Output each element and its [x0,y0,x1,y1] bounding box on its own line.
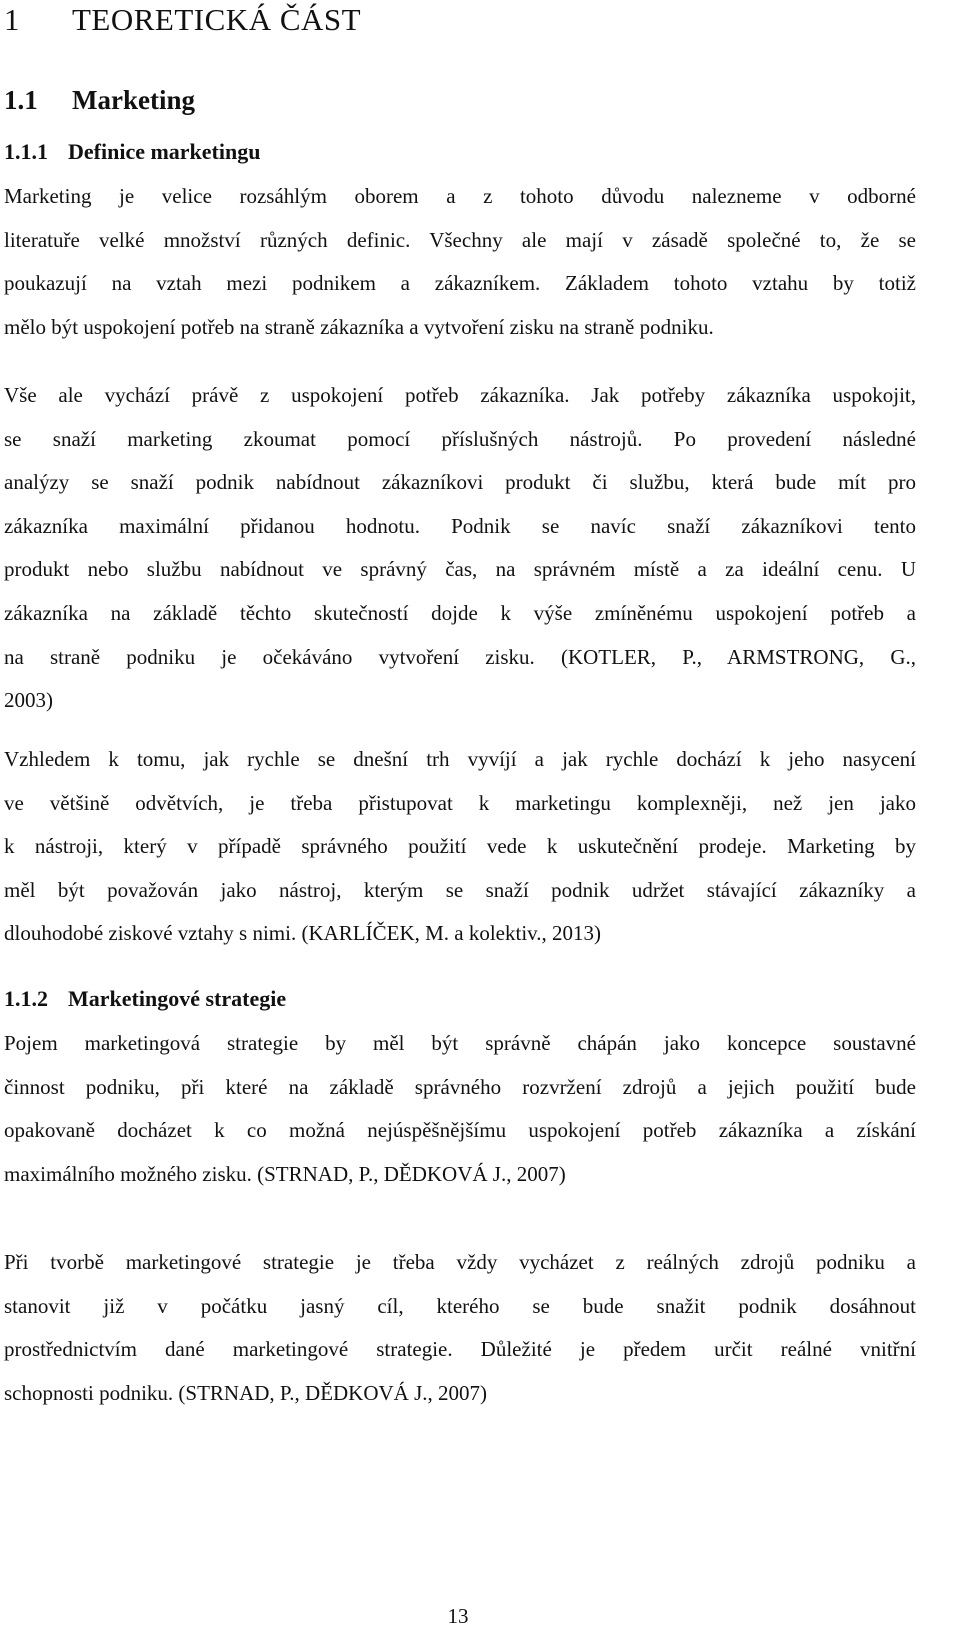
paragraph-line: poukazují na vztah mezi podnikem a zákazníkem. Základem tohoto vztahu by totiž [4,271,916,296]
subsection-heading-definice [4,137,260,167]
paragraph-line: dlouhodobé ziskové vztahy s nimi. (KARLÍČEK, M. a kolektiv., 2013) [4,921,602,946]
subsection-heading-strategie [4,984,286,1014]
paragraph-line: produkt nebo službu nabídnout ve správný čas, na správném místě a za ideální cenu. U [4,557,916,582]
paragraph-line: maximálního možného zisku. (STRNAD, P., DĚDKOVÁ J., 2007) [4,1161,566,1186]
chapter-title: TEORETICKÁ ČÁST [72,2,362,37]
chapter-heading [4,0,361,40]
paragraph-definice-1 [4,175,916,349]
paragraph-line: k nástroji, který v případě správného použití vede k uskutečnění prodeje. Marketing by [4,834,916,859]
paragraph-line: 2003) [4,688,53,713]
paragraph-line: schopnosti podniku. (STRNAD, P., DĚDKOVÁ J., 2007) [4,1380,488,1405]
paragraph-line: opakovaně docházet k co možná nejúspěšnějšímu uspokojení potřeb zákazníka a získání [4,1118,916,1143]
paragraph-strategie-1 [4,1022,916,1196]
paragraph-line: se snaží marketing zkoumat pomocí příslušných nástrojů. Po provedení následné [4,426,916,451]
paragraph-line: Vzhledem k tomu, jak rychle se dnešní trh vyvíjí a jak rychle dochází k jeho nasycení [4,747,916,771]
paragraph-line: analýzy se snaží podnik nabídnout zákazníkovi produkt či službu, která bude mít pro [4,470,916,495]
paragraph-line: zákazníka na základě těchto skutečností dojde k výše zmíněnému uspokojení potřeb a [4,600,916,625]
paragraph-line: měl být považován jako nástroj, kterým se snaží podnik udržet stávající zákazníky a [4,877,916,902]
paragraph-line: ve většině odvětvích, je třeba přistupovat k marketingu komplexněji, než jen jako [4,790,916,815]
paragraph-line: činnost podniku, při které na základě správného rozvržení zdrojů a jejich použití bude [4,1074,916,1099]
section-title: Marketing [72,85,195,115]
chapter-number: 1 [4,2,20,37]
paragraph-line: mělo být uspokojení potřeb na straně zákazníka a vytvoření zisku na straně podniku. [4,314,714,339]
section-heading [4,82,195,118]
subsection-title: Definice marketingu [68,139,261,164]
paragraph-line: stanovit již v počátku jasný cíl, kterého se bude snažit podnik dosáhnout [4,1293,916,1318]
paragraph-line: Marketing je velice rozsáhlým oborem a z tohoto důvodu nalezneme v odborné [4,184,916,208]
paragraph-line: Při tvorbě marketingové strategie je třeba vždy vycházet z reálných zdrojů podniku a [4,1250,916,1274]
section-number: 1.1 [4,85,38,115]
subsection-title: Marketingové strategie [68,986,287,1011]
paragraph-line: prostřednictvím dané marketingové strategie. Důležité je předem určit reálné vnitřní [4,1337,916,1362]
paragraph-definice-3 [4,738,916,956]
paragraph-line: Pojem marketingová strategie by měl být správně chápán jako koncepce soustavné [4,1031,916,1055]
paragraph-line: zákazníka maximální přidanou hodnotu. Podnik se navíc snaží zákazníkovi tento [4,513,916,538]
paragraph-strategie-2 [4,1241,916,1415]
paragraph-line: Vše ale vychází právě z uspokojení potřeb zákazníka. Jak potřeby zákazníka uspokojit, [4,383,916,407]
paragraph-line: literatuře velké množství různých definic. Všechny ale mají v zásadě společné to, že se [4,227,916,252]
paragraph-line: na straně podniku je očekáváno vytvoření zisku. (KOTLER, P., ARMSTRONG, G., [4,644,916,669]
subsection-number: 1.1.2 [4,986,48,1011]
page-number: 13 [447,1604,469,1628]
subsection-number: 1.1.1 [4,139,48,164]
paragraph-definice-2 [4,374,916,723]
